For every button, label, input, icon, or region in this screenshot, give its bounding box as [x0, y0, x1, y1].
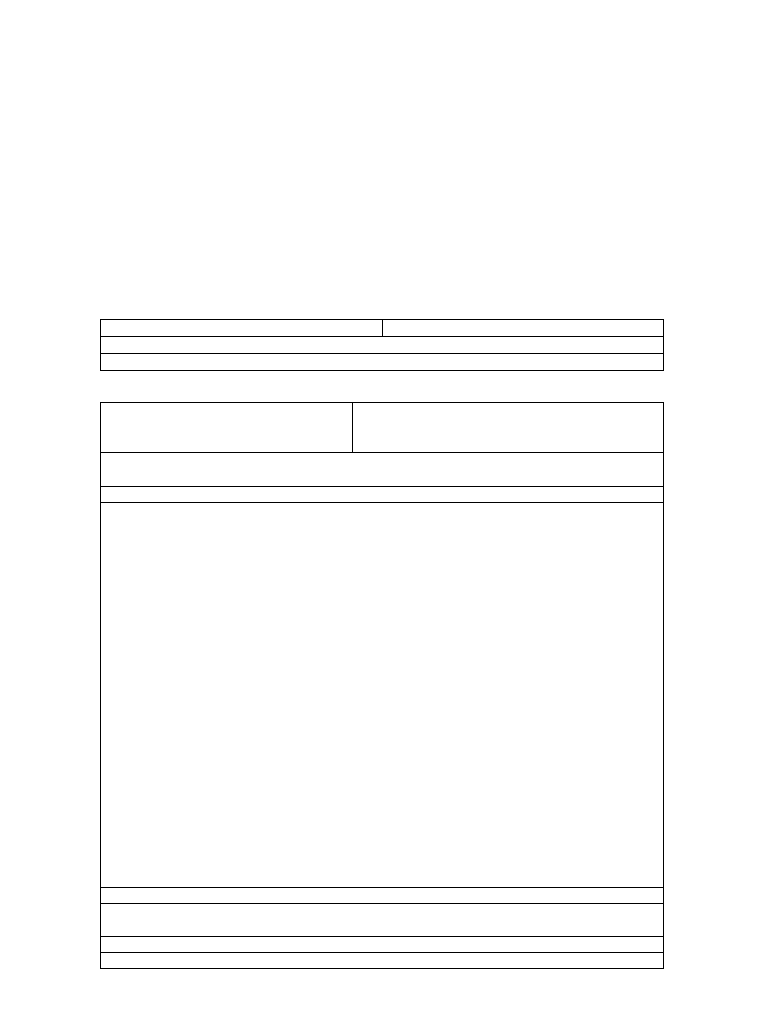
table-nov16: [100, 319, 664, 371]
table2-aprendizaje2: [101, 904, 664, 937]
table2-campo2: [101, 888, 664, 904]
table2-desarrollo: [101, 503, 664, 888]
table1-empty-row: [101, 354, 664, 371]
table2-desarrollo2: [101, 953, 664, 969]
table1-date: [101, 320, 383, 337]
table2-date: [101, 403, 353, 453]
table2-titulo: [101, 487, 664, 503]
table2-titulo2: [101, 937, 664, 953]
table-nov17: [100, 402, 664, 969]
table2-campo: [353, 403, 664, 453]
table1-status: [101, 337, 664, 354]
table2-aprendizaje: [101, 453, 664, 487]
table1-empty-cell: [383, 320, 664, 337]
